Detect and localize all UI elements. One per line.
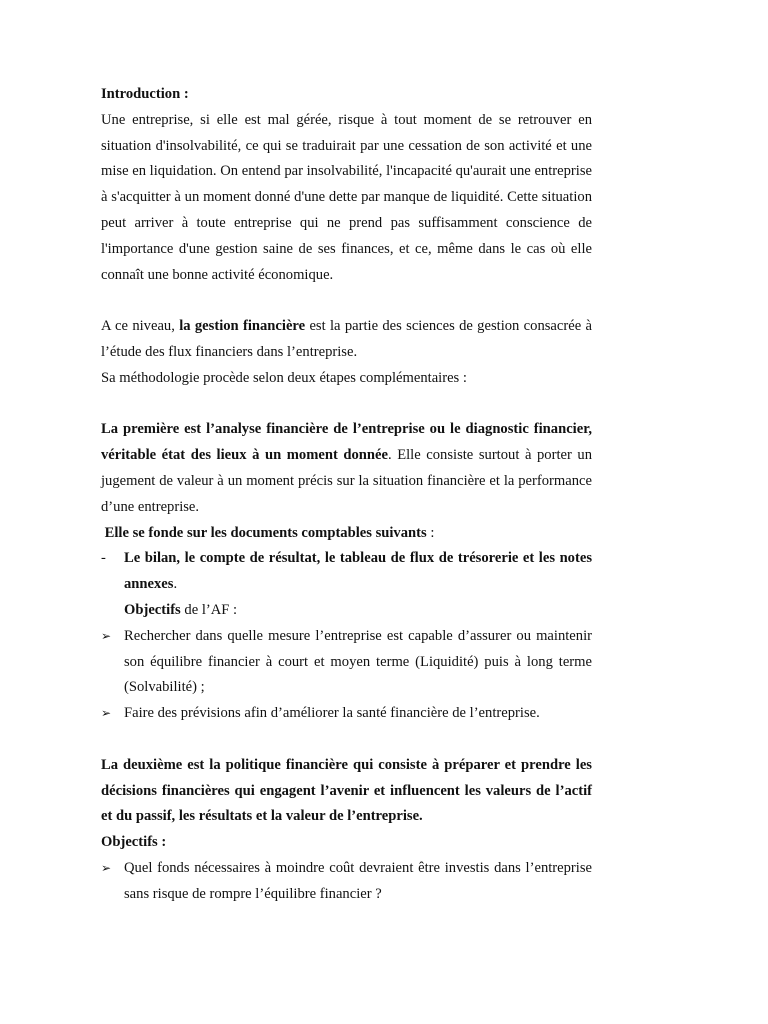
first-step-text: . Elle consiste surtout à porter un jugement de valeur à un moment précis sur la situation financière et la performance d’une entreprise. [101, 447, 592, 515]
gestion-paragraph [101, 314, 592, 366]
documents-list-end: . [173, 576, 178, 593]
spacer [101, 727, 592, 753]
second-step-paragraph: La deuxième est la politique financière qui consiste à préparer et prendre les décisions financières qui engagent l’avenir et influencent les valeurs de l’actif et du passif, les résultats et la valeur de l’entreprise. [101, 756, 592, 825]
intro-heading: Introduction : [101, 86, 189, 102]
documents-colon: : [426, 524, 435, 541]
bullet-text: Quel fonds nécessaires à moindre coût devraient être investis dans l’entreprise sans risque de rompre l’équilibre financier ? [124, 859, 592, 902]
bullet-text: Rechercher dans quelle mesure l’entreprise est capable d’assurer ou maintenir son équilibre financier à court et moyen terme (Liquidité) puis à long terme (Solvabilité) ; [124, 627, 592, 696]
arrow-bullet-icon: ➢ [101, 628, 112, 643]
methodology-line: Sa méthodologie procède selon deux étapes complémentaires : [101, 369, 467, 386]
dash-item [101, 546, 592, 598]
af-objectifs-line [101, 598, 592, 624]
list-item [101, 624, 592, 701]
arrow-bullet-icon: ➢ [101, 706, 112, 721]
first-step-title: La première est l’analyse financière de l’entreprise ou le diagnostic financier, véritable état des lieux à un moment donnée [101, 421, 592, 464]
spacer [101, 392, 592, 418]
list-item [101, 701, 592, 727]
dash-item-body [124, 546, 592, 598]
arrow-bullet-icon: ➢ [101, 860, 112, 875]
list-item [101, 856, 592, 908]
documents-line [101, 521, 592, 547]
af-objectifs-label: Objectifs [124, 601, 181, 618]
document-page [101, 82, 592, 908]
intro-paragraph: Une entreprise, si elle est mal gérée, risque à tout moment de se retrouver en situation d'insolvabilité, ce qui se traduirait par une cessation de son activité et une mise en liquidation. On entend par insolvabilité, l'incapacité qu'aurait une entreprise à s'acquitter à un moment donné d'une dette par manque de liquidité. Cette situation peut arriver à toute entreprise qui ne prend pas suffisamment conscience de l'importance d'une gestion saine de ses finances, et ce, même dans le cas où elle connaît une bonne activité économique. [101, 111, 592, 283]
first-step-paragraph [101, 417, 592, 520]
bullet-text: Faire des prévisions afin d’améliorer la santé financière de l’entreprise. [124, 705, 540, 722]
dash-marker: - [101, 550, 106, 567]
gestion-pre: A ce niveau, [101, 318, 180, 335]
documents-list: Le bilan, le compte de résultat, le tableau de flux de trésorerie et les notes annexes [124, 550, 592, 593]
af-objectifs-rest: de l’AF : [180, 601, 238, 618]
second-objectifs-heading: Objectifs : [101, 834, 167, 851]
documents-label: Elle se fonde sur les documents comptables suivants [101, 524, 427, 541]
spacer [101, 288, 592, 314]
gestion-post: est la partie des sciences de gestion consacrée à l’étude des flux financiers dans l’entreprise. [101, 318, 592, 360]
gestion-term: la gestion financière [179, 318, 306, 335]
